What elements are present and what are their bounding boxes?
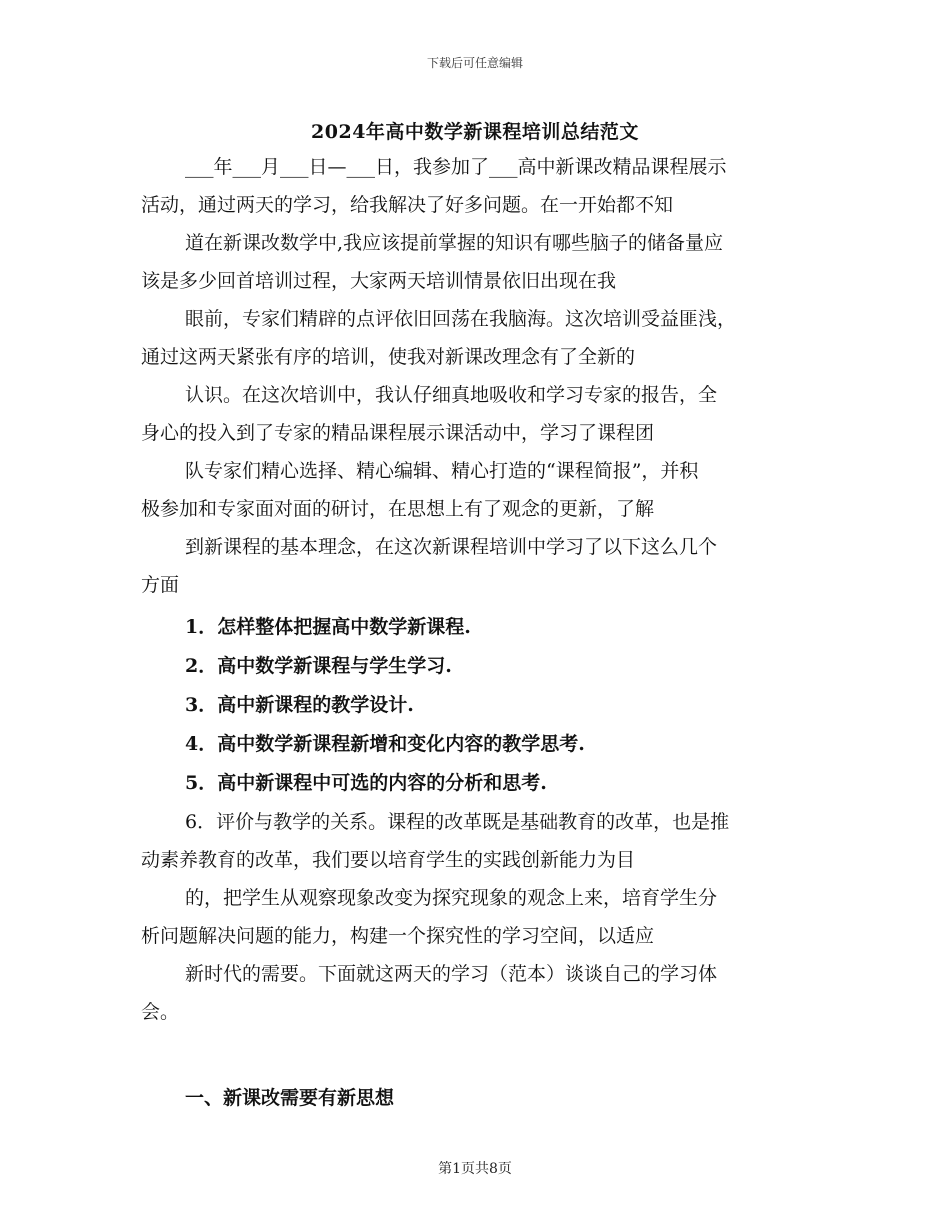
paragraph-line: 极参加和专家面对面的研讨，在思想上有了观念的更新，了解 bbox=[141, 498, 655, 520]
paragraph-8 bbox=[141, 879, 811, 955]
list-item: 3．高中新课程的教学设计. bbox=[185, 694, 414, 716]
list-item: 4．高中数学新课程新增和变化内容的教学思考. bbox=[185, 733, 585, 755]
list-item: 2．高中数学新课程与学生学习. bbox=[185, 655, 452, 677]
section-heading: 一、新课改需要有新思想 bbox=[185, 1087, 395, 1109]
paragraph-5 bbox=[141, 452, 811, 528]
paragraph-line: 道在新课改数学中,我应该提前掌握的知识有哪些脑子的储备量应 bbox=[185, 232, 724, 254]
paragraph-line: 活动，通过两天的学习，给我解决了好多问题。在一开始都不知 bbox=[141, 194, 674, 216]
list-item: 1．怎样整体把握高中数学新课程. bbox=[185, 616, 471, 638]
paragraph-line: 认识。在这次培训中，我认仔细真地吸收和学习专家的报告，全 bbox=[185, 384, 718, 406]
paragraph-9 bbox=[141, 955, 811, 1031]
header-note: 下载后可任意编辑 bbox=[426, 56, 523, 70]
paragraph-1 bbox=[141, 148, 811, 224]
paragraph-line: 析问题解决问题的能力，构建一个探究性的学习空间，以适应 bbox=[141, 925, 655, 947]
paragraph-line: 身心的投入到了专家的精品课程展示课活动中，学习了课程团 bbox=[141, 422, 655, 444]
paragraph-4 bbox=[141, 376, 811, 452]
page-number-footer: 第1页共8页 bbox=[438, 1161, 512, 1177]
paragraph-line: 到新课程的基本理念，在这次新课程培训中学习了以下这么几个 bbox=[185, 536, 718, 558]
paragraph-line: 眼前，专家们精辟的点评依旧回荡在我脑海。这次培训受益匪浅， bbox=[185, 308, 737, 330]
list-item: 5．高中新课程中可选的内容的分析和思考. bbox=[185, 772, 547, 794]
paragraph-6 bbox=[141, 528, 811, 604]
paragraph-line: 该是多少回首培训过程，大家两天培训情景依旧出现在我 bbox=[141, 270, 617, 292]
paragraph-line: 6．评价与教学的关系。课程的改革既是基础教育的改革，也是推 bbox=[185, 811, 730, 833]
paragraph-7 bbox=[141, 803, 811, 879]
paragraph-2 bbox=[141, 224, 811, 300]
paragraph-line: ___年___月___日—___日，我参加了___高中新课改精品课程展示 bbox=[185, 156, 727, 178]
paragraph-line: 队专家们精心选择、精心编辑、精心打造的“课程简报”，并积 bbox=[185, 460, 699, 482]
paragraph-line: 动素养教育的改革，我们要以培育学生的实践创新能力为目 bbox=[141, 849, 636, 871]
paragraph-line: 的，把学生从观察现象改变为探究现象的观念上来，培育学生分 bbox=[185, 887, 718, 909]
document-body bbox=[141, 148, 811, 1117]
paragraph-line: 会。 bbox=[141, 1001, 180, 1023]
document-title: 2024年高中数学新课程培训总结范文 bbox=[311, 121, 639, 143]
paragraph-line: 方面 bbox=[141, 574, 180, 596]
paragraph-line: 通过这两天紧张有序的培训，使我对新课改理念有了全新的 bbox=[141, 346, 636, 368]
paragraph-3 bbox=[141, 300, 811, 376]
paragraph-line: 新时代的需要。下面就这两天的学习（范本）谈谈自己的学习体 bbox=[185, 963, 718, 985]
